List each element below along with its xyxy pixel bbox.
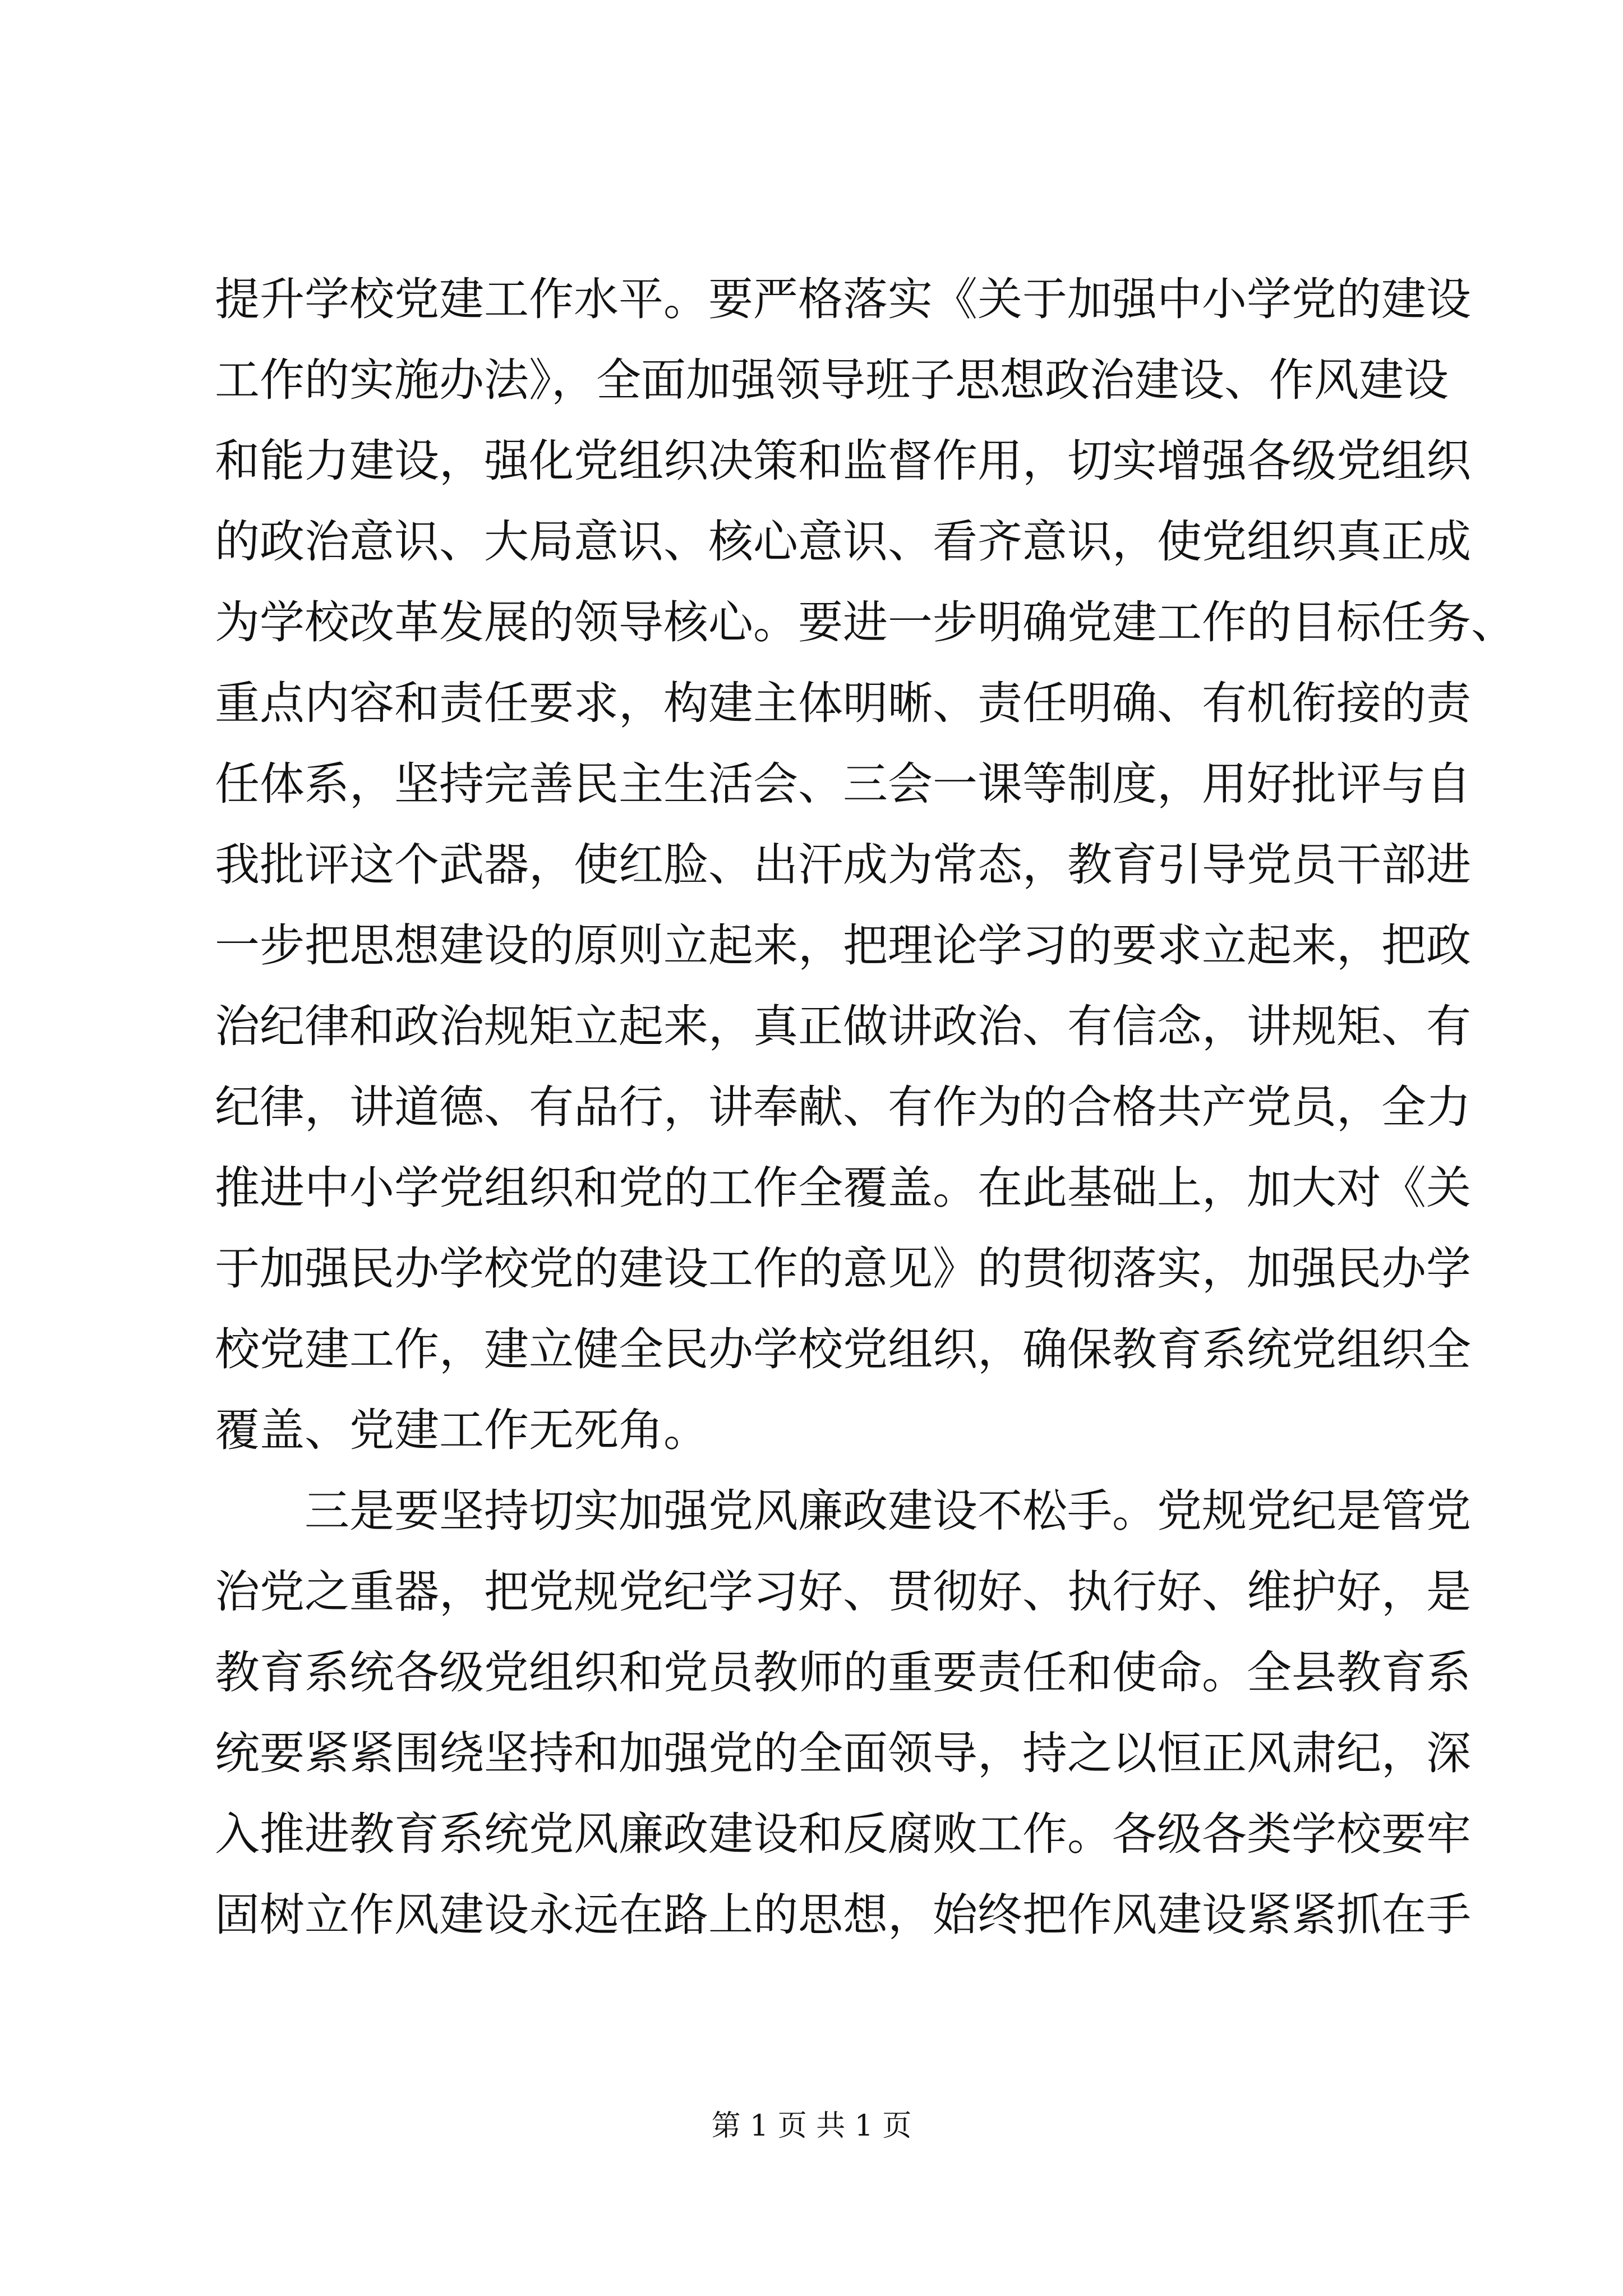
text-line: 治纪律和政治规矩立起来，真正做讲政治、有信念，讲规矩、有: [215, 1000, 1471, 1052]
text-line: 工作的实施办法》，全面加强领导班子思想政治建设、作风建设: [215, 354, 1449, 406]
paragraph-first-line: 三是要坚持切实加强党风廉政建设不松手。党规党纪是管党: [305, 1485, 1471, 1537]
text-line: 一步把思想建设的原则立起来，把理论学习的要求立起来，把政: [215, 919, 1471, 972]
text-line: 治党之重器，把党规党纪学习好、贯彻好、执行好、维护好，是: [215, 1566, 1471, 1618]
text-line: 提升学校党建工作水平。要严格落实《关于加强中小学党的建设: [215, 273, 1471, 325]
text-line: 的政治意识、大局意识、核心意识、看齐意识，使党组织真正成: [215, 516, 1471, 568]
text-line: 统要紧紧围绕坚持和加强党的全面领导，持之以恒正风肃纪，深: [215, 1727, 1471, 1779]
text-line: 于加强民办学校党的建设工作的意见》的贯彻落实，加强民办学: [215, 1243, 1471, 1295]
text-line: 覆盖、党建工作无死角。: [215, 1404, 708, 1456]
text-line: 重点内容和责任要求，构建主体明晰、责任明确、有机衔接的责: [215, 677, 1471, 729]
text-line: 纪律，讲道德、有品行，讲奉献、有作为的合格共产党员，全力: [215, 1081, 1471, 1133]
text-line: 校党建工作，建立健全民办学校党组织，确保教育系统党组织全: [215, 1323, 1471, 1375]
text-line: 推进中小学党组织和党的工作全覆盖。在此基础上，加大对《关: [215, 1162, 1471, 1214]
text-line: 为学校改革发展的领导核心。要进一步明确党建工作的目标任务、: [215, 596, 1516, 648]
page-footer: 第 1 页 共 1 页: [711, 2109, 912, 2143]
text-line: 固树立作风建设永远在路上的思想，始终把作风建设紧紧抓在手: [215, 1889, 1471, 1941]
body-text: [215, 259, 1516, 1955]
text-line: 和能力建设，强化党组织决策和监督作用，切实增强各级党组织: [215, 435, 1471, 487]
text-line: 任体系，坚持完善民主生活会、三会一课等制度，用好批评与自: [215, 758, 1471, 810]
text-line: 教育系统各级党组织和党员教师的重要责任和使命。全县教育系: [215, 1646, 1471, 1699]
text-line: 我批评这个武器，使红脸、出汗成为常态，教育引导党员干部进: [215, 839, 1471, 891]
text-line: 入推进教育系统党风廉政建设和反腐败工作。各级各类学校要牢: [215, 1808, 1471, 1860]
